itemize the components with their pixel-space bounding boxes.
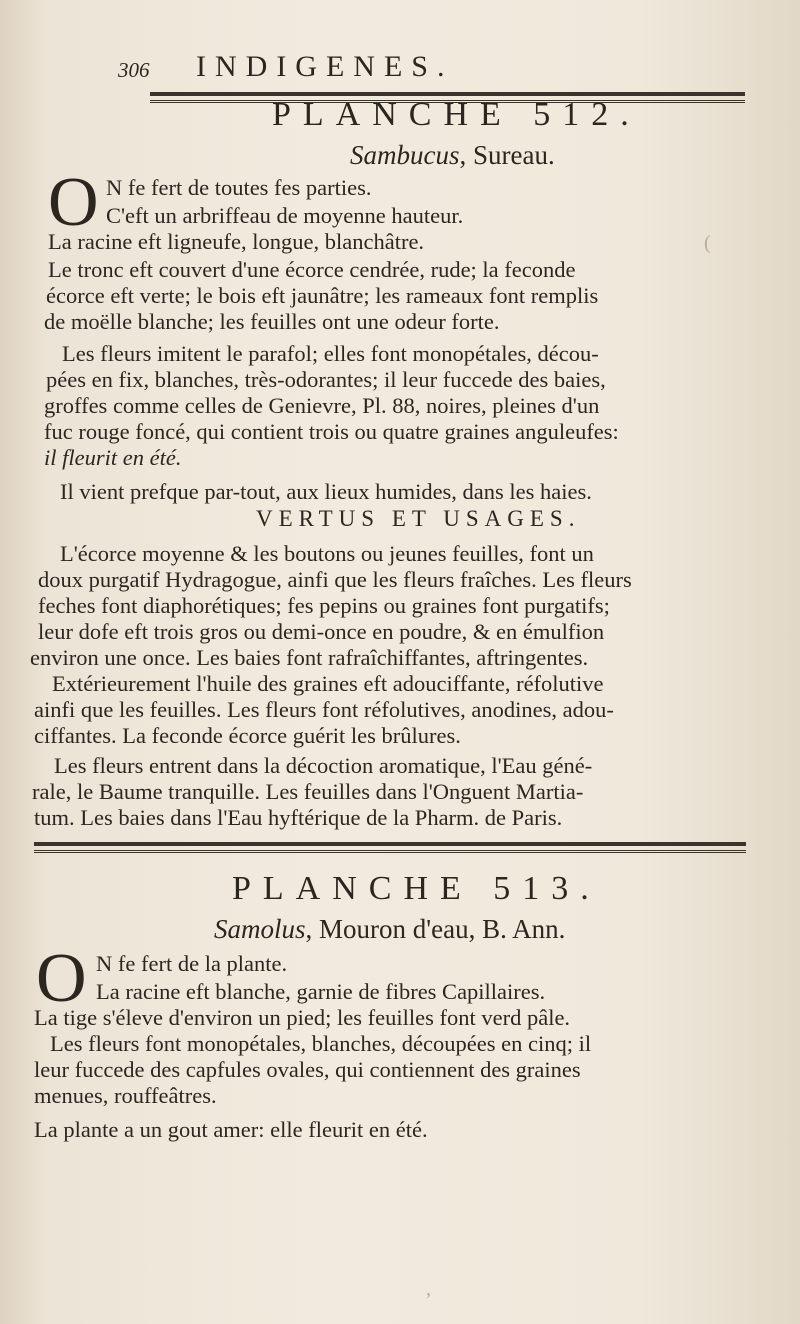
text-line: écorce eft verte; le bois eft jaunâtre; les rameaux font remplis bbox=[46, 283, 599, 308]
text-line: pées en fix, blanches, très-odorantes; il leur fuccede des baies, bbox=[46, 367, 606, 392]
text-line: ainfi que les feuilles. Les fleurs font réfolutives, anodines, adou- bbox=[34, 697, 614, 722]
text-line: menues, rouffeâtres. bbox=[34, 1083, 217, 1108]
text-line: de moëlle blanche; les feuilles ont une odeur forte. bbox=[44, 309, 500, 334]
bleed-mark: , bbox=[426, 1278, 431, 1300]
section-subtitle bbox=[214, 914, 565, 945]
text-line: Les fleurs font monopétales, blanches, découpées en cinq; il bbox=[50, 1031, 592, 1056]
section-divider bbox=[34, 842, 746, 846]
text-line: La racine eft ligneufe, longue, blanchâtre. bbox=[48, 229, 425, 254]
vertus-heading: VERTUS ET USAGES. bbox=[256, 506, 581, 531]
text-line: N fe fert de la plante. bbox=[96, 951, 288, 976]
text-line bbox=[44, 444, 181, 472]
latin-name: Sambucus bbox=[350, 140, 460, 170]
italic-text: il fleurit en été. bbox=[44, 445, 182, 470]
section-heading: PLANCHE 512. bbox=[272, 96, 641, 133]
text-line: Les fleurs entrent dans la décoction aromatique, l'Eau géné- bbox=[54, 753, 593, 778]
drop-cap: O bbox=[36, 940, 87, 1017]
text-line: Le tronc eft couvert d'une écorce cendrée, rude; la feconde bbox=[48, 257, 576, 282]
page-number: 306 bbox=[118, 58, 150, 82]
text-line: La racine eft blanche, garnie de fibres Capillaires. bbox=[96, 979, 546, 1004]
text-line: leur fuccede des capfules ovales, qui contiennent des graines bbox=[34, 1057, 581, 1082]
drop-cap: O bbox=[48, 164, 99, 241]
text-line: rale, le Baume tranquille. Les feuilles dans l'Onguent Martia- bbox=[32, 779, 584, 804]
common-name: , Sureau. bbox=[459, 140, 555, 170]
text-line: Il vient prefque par-tout, aux lieux humides, dans les haies. bbox=[60, 479, 592, 504]
running-title: INDIGENES. bbox=[196, 50, 454, 83]
text-line: leur dofe eft trois gros ou demi-once en poudre, & en émulfion bbox=[38, 619, 605, 644]
text-line: doux purgatif Hydragogue, ainfi que les fleurs fraîches. Les fleurs bbox=[38, 567, 632, 592]
text-line: La tige s'éleve d'environ un pied; les feuilles font verd pâle. bbox=[34, 1005, 571, 1030]
plain-text: La plante a un gout amer: elle fleurit en été. bbox=[34, 1117, 428, 1142]
text-line: feches font diaphorétiques; fes pepins ou graines font purgatifs; bbox=[38, 593, 610, 618]
section-heading: PLANCHE 513. bbox=[232, 870, 601, 907]
text-line: C'eft un arbriffeau de moyenne hauteur. bbox=[106, 203, 464, 228]
text-line: environ une once. Les baies font rafraîchiffantes, aftringentes. bbox=[30, 645, 589, 670]
section-divider-thin bbox=[34, 850, 746, 853]
text-line: ciffantes. La feconde écorce guérit les brûlures. bbox=[34, 723, 461, 748]
text-line: tum. Les baies dans l'Eau hyftérique de la Pharm. de Paris. bbox=[34, 805, 563, 830]
text-line: groffes comme celles de Genievre, Pl. 88, noires, pleines d'un bbox=[44, 393, 600, 418]
text-line: Les fleurs imitent le parafol; elles font monopétales, décou- bbox=[62, 341, 599, 366]
common-name: , Mouron d'eau, B. Ann. bbox=[305, 914, 566, 944]
text-line: N fe fert de toutes fes parties. bbox=[106, 175, 372, 200]
latin-name: Samolus bbox=[214, 914, 306, 944]
text-line: Extérieurement l'huile des graines eft adouciffante, réfolutive bbox=[52, 671, 604, 696]
bleed-mark: ( bbox=[704, 232, 711, 254]
section-subtitle bbox=[350, 140, 555, 171]
text-line: fuc rouge foncé, qui contient trois ou quatre graines anguleufes: bbox=[44, 419, 619, 444]
text-line bbox=[34, 1116, 428, 1144]
text-line: L'écorce moyenne & les boutons ou jeunes feuilles, font un bbox=[60, 541, 594, 566]
